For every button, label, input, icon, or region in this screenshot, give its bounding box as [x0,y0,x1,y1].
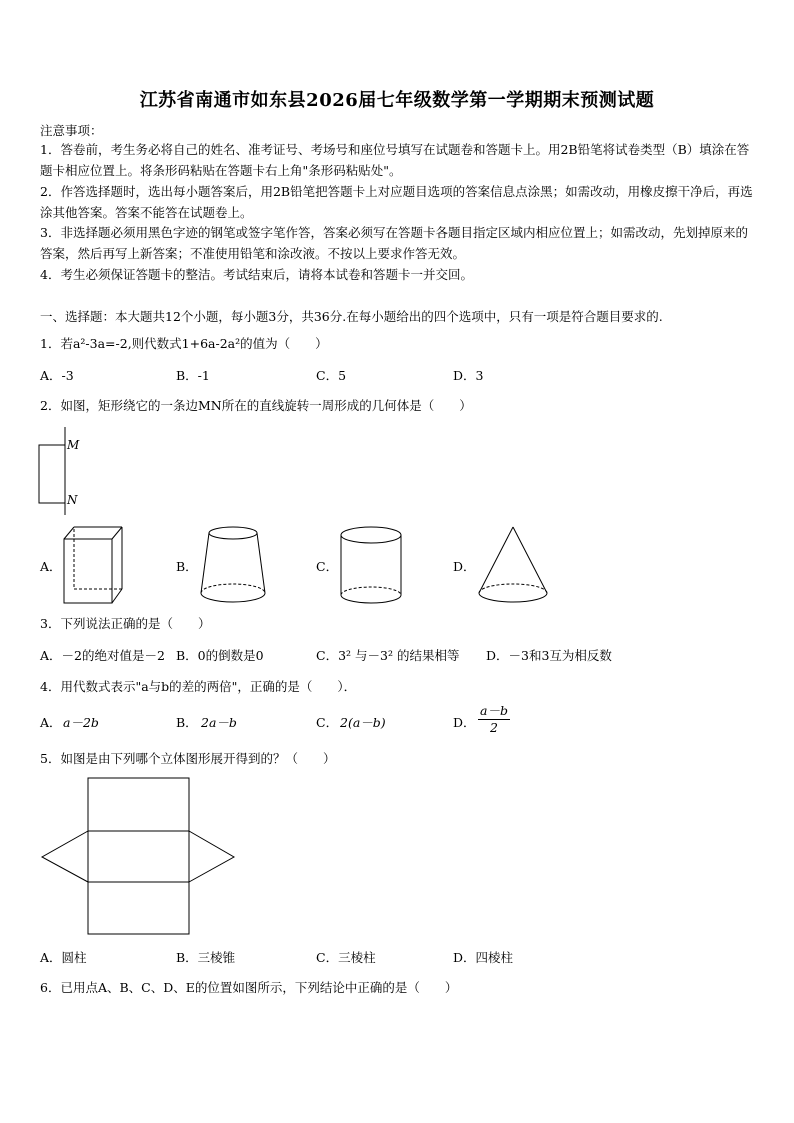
q1-option-a: A．-3 [40,368,74,383]
q4-option-d-fraction [478,701,510,735]
question-3-stem: 3．下列说法正确的是（ ） [40,616,211,631]
fraction-denominator: 2 [490,720,498,735]
fraction-numerator: a－b [480,703,508,718]
q3-option-a: A．－2的绝对值是－2 [40,648,165,663]
page-title: 江苏省南通市如东县2026届七年级数学第一学期期末预测试题 [139,90,655,111]
question-6-stem: 6．已用点A、B、C、D、E的位置如图所示，下列结论中正确的是（ ） [40,980,458,995]
question-4-stem: 4．用代数式表示"a与b的差的两倍"，正确的是（ ）． [40,679,357,694]
q3-option-c: C．3² 与－3² 的结果相等 [316,648,460,663]
q5-option-a: A．圆柱 [40,950,87,965]
q4-option-d-label: D． [453,715,476,730]
prism-net-figure [40,776,250,936]
label-n: N [67,493,78,507]
question-2-stem: 2．如图，矩形绕它的一条边MN所在的直线旋转一周形成的几何体是（ ） [40,398,472,413]
q4-option-c-label: C． [316,715,339,730]
q3-option-b: B．0的倒数是0 [176,648,264,663]
q4-option-b-expr: 2a－b [201,715,237,730]
q3-option-d: D．－3和3互为相反数 [486,648,612,663]
question-5-stem: 5．如图是由下列哪个立体图形展开得到的？（ ） [40,751,336,766]
q5-option-d: D．四棱柱 [453,950,514,965]
rectangle-axis-figure [30,425,90,520]
notice-item-4: 4．考生必须保证答题卡的整洁。考试结束后，请将本试卷和答题卡一并交回。 [40,267,473,282]
q4-option-a-label: A． [40,715,62,730]
q1-option-c: C．5 [316,368,347,383]
q1-option-b: B．-1 [176,368,210,383]
question-1-stem: 1．若a²-3a=-2,则代数式1+6a-2a²的值为（ ） [40,336,328,351]
cylinder-figure [338,525,404,609]
notice-heading: 注意事项： [40,123,103,138]
q4-option-a-expr: a－2b [63,715,99,730]
q5-option-b: B．三棱锥 [176,950,236,965]
cone-figure [476,525,550,609]
q4-option-b-label: B． [176,715,198,730]
prism-figure [60,525,126,607]
notice-item-2: 2．作答选择题时，选出每小题答案后，用2B铅笔把答题卡上对应题目选项的答案信息点涂黑；如需改动，用橡皮擦干净后，再选涂其他答案。答案不能答在试题卷上。 [40,184,753,220]
section-heading: 一、选择题：本大题共12个小题，每小题3分，共36分.在每小题给出的四个选项中，只有一项是符合题目要求的. [40,309,663,324]
q4-option-c-expr: 2(a－b) [340,715,386,730]
q1-option-d: D．3 [453,368,484,383]
q2-option-d-label: D． [453,559,476,574]
notice-item-3: 3．非选择题必须用黑色字迹的钢笔或签字笔作答，答案必须写在答题卡各题目指定区域内相应位置上；如需改动，先划掉原来的答案，然后再写上新答案；不准使用铅笔和涂改液。不按以上要求作答无效。 [40,225,748,261]
q2-option-a-label: A． [40,559,62,574]
q5-option-c: C．三棱柱 [316,950,376,965]
notice-item-1: 1．答卷前，考生务必将自己的姓名、准考证号、考场号和座位号填写在试题卷和答题卡上。用2B铅笔将试卷类型（B）填涂在答题卡相应位置上。将条形码粘贴在答题卡右上角"条形码粘贴处"。 [40,142,750,178]
frustum-figure [198,525,268,609]
q2-option-b-label: B． [176,559,198,574]
label-m: M [67,438,80,452]
q2-option-c-label: C． [316,559,339,574]
